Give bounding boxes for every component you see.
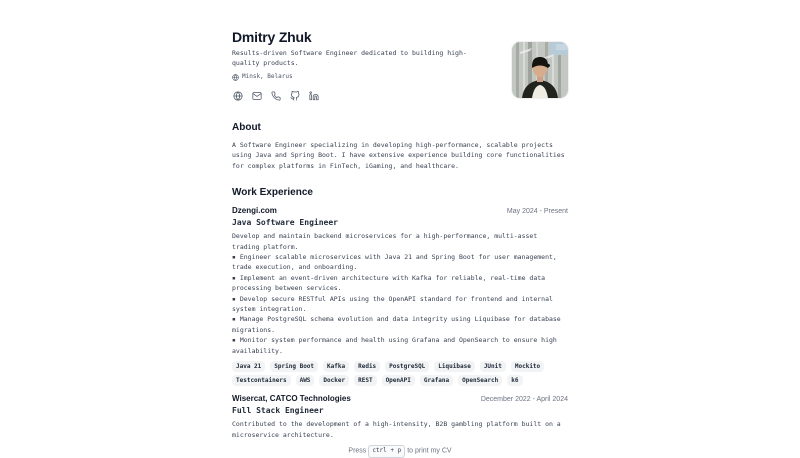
skill-tag: JUnit [480, 361, 506, 372]
job-bullets [232, 252, 568, 356]
skill-tag: Liquibase [434, 361, 475, 372]
company-name: Dzengi.com [232, 206, 277, 216]
skill-tag: OpenSearch [458, 375, 502, 386]
person-name: Dmitry Zhuk [232, 29, 312, 45]
job-period: May 2024 - Present [506, 208, 568, 216]
job-bullet: ▪ Implement an event-driven architecture with Kafka for reliable, real-time data processing between services. [232, 273, 568, 294]
job-summary: Develop and maintain backend microservices for a high-performance, multi-asset trading platform. [232, 232, 538, 251]
profile-photo-illustration [512, 42, 568, 98]
job-role: Java Software Engineer [232, 218, 338, 228]
email-link[interactable] [251, 90, 262, 101]
website-icon [233, 91, 243, 101]
job-period: December 2022 - April 2024 [480, 396, 568, 404]
print-hint-prefix: Press [348, 447, 367, 455]
about-section [232, 122, 568, 171]
job-summary: Contributed to the development of a high-intensity, B2B gambling platform built on a microservice architecture. [232, 420, 561, 439]
cv-page [232, 0, 568, 458]
company-name: Wisercat, CATCO Technologies [232, 394, 351, 404]
tagline: Results-driven Software Engineer dedicated to building high-quality products. [232, 49, 467, 67]
about-text: A Software Engineer specializing in developing high-performance, scalable projects using Java and Spring Boot. I have extensive experience building core functionalities for complex platforms in FinTech, iGaming, and healthcare. [232, 141, 565, 170]
linkedin-link[interactable] [308, 90, 319, 101]
job-role: Full Stack Engineer [232, 406, 324, 416]
skill-tag: Spring Boot [270, 361, 318, 372]
phone-link[interactable] [270, 90, 281, 101]
skill-tag: OpenAPI [382, 375, 415, 386]
job-bullet: ▪ Engineer scalable microservices with Java 21 and Spring Boot for user management, trade execution, and onboarding. [232, 252, 568, 273]
skill-tag: Kafka [323, 361, 349, 372]
website-link[interactable] [232, 90, 243, 101]
globe-icon [232, 74, 239, 81]
work-title: Work Experience [232, 187, 313, 199]
github-icon [290, 91, 300, 101]
skill-tag: Mockito [511, 361, 544, 372]
location-label: Minsk, Belarus [242, 73, 293, 80]
job-header [232, 206, 568, 216]
email-icon [252, 91, 262, 101]
work-section [232, 187, 568, 440]
skill-tag: k6 [507, 375, 522, 386]
job-header [232, 394, 568, 404]
about-title: About [232, 122, 261, 133]
skill-tag: Grafana [420, 375, 453, 386]
phone-icon [271, 91, 281, 101]
skill-tag: Testcontainers [232, 375, 291, 386]
print-hint [232, 445, 568, 458]
skill-tag: Docker [319, 375, 349, 386]
skill-tags [232, 361, 568, 386]
profile-photo [512, 42, 568, 98]
job-bullet: ▪ Develop secure RESTful APIs using the OpenAPI standard for frontend and internal system integration. [232, 294, 568, 315]
github-link[interactable] [289, 90, 300, 101]
skill-tag: PostgreSQL [385, 361, 429, 372]
skill-tag: AWS [296, 375, 315, 386]
job-bullet: ▪ Monitor system performance and health using Grafana and OpenSearch to ensure high availability. [232, 335, 568, 356]
print-shortcut-kbd: ctrl + p [368, 445, 405, 458]
header [232, 30, 568, 101]
skill-tag: Java 21 [232, 361, 265, 372]
skill-tag: Redis [354, 361, 380, 372]
job-entry [232, 206, 568, 386]
job-bullet: ▪ Manage PostgreSQL schema evolution and data integrity using Liquibase for database migrations. [232, 314, 568, 335]
job-entry [232, 394, 568, 440]
print-hint-suffix: to print my CV [407, 447, 452, 455]
skill-tag: REST [354, 375, 376, 386]
linkedin-icon [309, 91, 319, 101]
